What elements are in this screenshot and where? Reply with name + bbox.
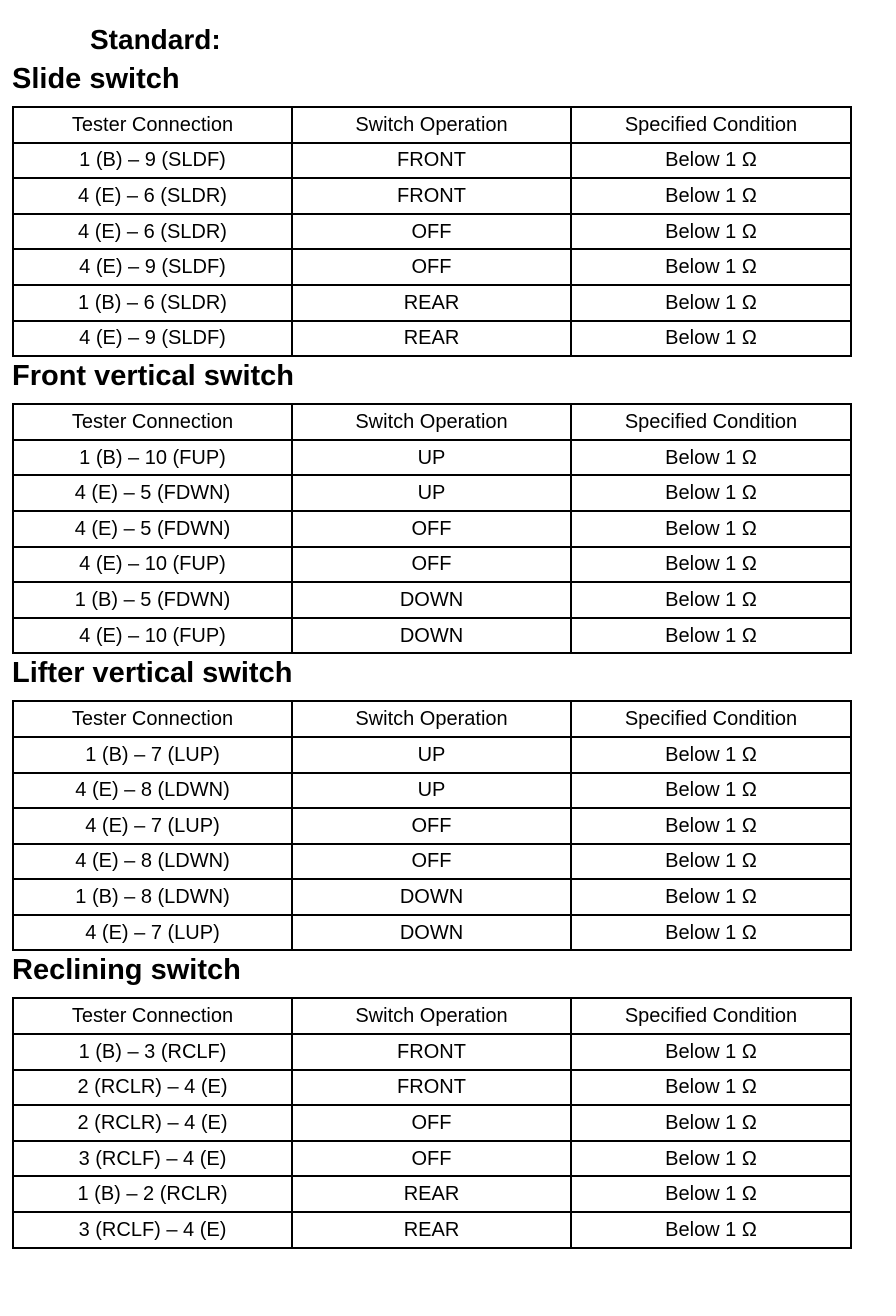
table-header-row [13,998,851,1034]
tester-connection-cell: 1 (B) – 6 (SLDR) [13,285,292,321]
tester-connection-cell: 1 (B) – 8 (LDWN) [13,879,292,915]
table-row [13,547,851,583]
switch-operation-cell: OFF [292,214,571,250]
table-row [13,582,851,618]
switch-operation-cell: REAR [292,1212,571,1248]
specified-condition-cell: Below 1 Ω [571,1105,851,1141]
header-tester-connection: Tester Connection [13,998,292,1034]
table-row [13,1034,851,1070]
specified-condition-cell: Below 1 Ω [571,285,851,321]
tester-connection-cell: 4 (E) – 6 (SLDR) [13,214,292,250]
switch-operation-cell: DOWN [292,618,571,654]
tester-connection-cell: 2 (RCLR) – 4 (E) [13,1105,292,1141]
table-row [13,808,851,844]
sections-container [12,63,850,1249]
switch-operation-cell: DOWN [292,915,571,951]
tester-connection-cell: 1 (B) – 3 (RCLF) [13,1034,292,1070]
header-specified-condition: Specified Condition [571,107,851,143]
specified-condition-cell: Below 1 Ω [571,214,851,250]
switch-operation-cell: OFF [292,1105,571,1141]
table-row [13,249,851,285]
tester-connection-cell: 1 (B) – 10 (FUP) [13,440,292,476]
table-row [13,178,851,214]
switch-operation-cell: OFF [292,1141,571,1177]
switch-operation-cell: DOWN [292,582,571,618]
table-row [13,1141,851,1177]
switch-operation-cell: OFF [292,511,571,547]
switch-operation-cell: REAR [292,285,571,321]
header-specified-condition: Specified Condition [571,404,851,440]
header-tester-connection: Tester Connection [13,107,292,143]
tester-connection-cell: 4 (E) – 7 (LUP) [13,808,292,844]
reclining-switch-table [12,997,852,1248]
tester-connection-cell: 4 (E) – 5 (FDWN) [13,511,292,547]
tester-connection-cell: 4 (E) – 8 (LDWN) [13,773,292,809]
specified-condition-cell: Below 1 Ω [571,773,851,809]
tester-connection-cell: 4 (E) – 5 (FDWN) [13,475,292,511]
tester-connection-cell: 1 (B) – 9 (SLDF) [13,143,292,179]
switch-operation-cell: FRONT [292,178,571,214]
switch-operation-cell: UP [292,737,571,773]
specified-condition-cell: Below 1 Ω [571,915,851,951]
tester-connection-cell: 4 (E) – 10 (FUP) [13,618,292,654]
tester-connection-cell: 1 (B) – 7 (LUP) [13,737,292,773]
specified-condition-cell: Below 1 Ω [571,1141,851,1177]
document-page [12,0,850,1249]
specified-condition-cell: Below 1 Ω [571,440,851,476]
tester-connection-cell: 3 (RCLF) – 4 (E) [13,1141,292,1177]
table-row [13,511,851,547]
specified-condition-cell: Below 1 Ω [571,547,851,583]
table-row [13,143,851,179]
table-header-row [13,404,851,440]
tester-connection-cell: 1 (B) – 2 (RCLR) [13,1176,292,1212]
standard-heading: Standard: [90,24,221,55]
header-switch-operation: Switch Operation [292,701,571,737]
switch-operation-cell: REAR [292,1176,571,1212]
front-vertical-switch-table [12,403,852,654]
switch-operation-cell: UP [292,440,571,476]
table-row [13,1070,851,1106]
switch-operation-cell: FRONT [292,1034,571,1070]
switch-operation-cell: UP [292,773,571,809]
specified-condition-cell: Below 1 Ω [571,737,851,773]
specified-condition-cell: Below 1 Ω [571,1176,851,1212]
specified-condition-cell: Below 1 Ω [571,582,851,618]
tester-connection-cell: 1 (B) – 5 (FDWN) [13,582,292,618]
table-row [13,1176,851,1212]
table-row [13,773,851,809]
specified-condition-cell: Below 1 Ω [571,618,851,654]
header-specified-condition: Specified Condition [571,701,851,737]
switch-operation-cell: FRONT [292,143,571,179]
tester-connection-cell: 2 (RCLR) – 4 (E) [13,1070,292,1106]
switch-operation-cell: OFF [292,249,571,285]
specified-condition-cell: Below 1 Ω [571,511,851,547]
specified-condition-cell: Below 1 Ω [571,1070,851,1106]
table-row [13,440,851,476]
specified-condition-cell: Below 1 Ω [571,1034,851,1070]
front-vertical-switch-title: Front vertical switch [12,360,295,393]
tester-connection-cell: 4 (E) – 10 (FUP) [13,547,292,583]
specified-condition-cell: Below 1 Ω [571,178,851,214]
table-row [13,915,851,951]
header-switch-operation: Switch Operation [292,107,571,143]
header-tester-connection: Tester Connection [13,701,292,737]
switch-operation-cell: DOWN [292,879,571,915]
reclining-switch-title: Reclining switch [12,954,241,987]
specified-condition-cell: Below 1 Ω [571,808,851,844]
tester-connection-cell: 3 (RCLF) – 4 (E) [13,1212,292,1248]
specified-condition-cell: Below 1 Ω [571,249,851,285]
table-header-row [13,107,851,143]
switch-operation-cell: REAR [292,321,571,357]
table-row [13,844,851,880]
tester-connection-cell: 4 (E) – 7 (LUP) [13,915,292,951]
tester-connection-cell: 4 (E) – 6 (SLDR) [13,178,292,214]
tester-connection-cell: 4 (E) – 9 (SLDF) [13,321,292,357]
header-switch-operation: Switch Operation [292,998,571,1034]
table-row [13,618,851,654]
tester-connection-cell: 4 (E) – 8 (LDWN) [13,844,292,880]
table-row [13,321,851,357]
table-header-row [13,701,851,737]
table-row [13,285,851,321]
table-row [13,879,851,915]
header-specified-condition: Specified Condition [571,998,851,1034]
specified-condition-cell: Below 1 Ω [571,143,851,179]
switch-operation-cell: OFF [292,844,571,880]
tester-connection-cell: 4 (E) – 9 (SLDF) [13,249,292,285]
specified-condition-cell: Below 1 Ω [571,1212,851,1248]
switch-operation-cell: OFF [292,808,571,844]
slide-switch-title: Slide switch [12,63,180,95]
header-tester-connection: Tester Connection [13,404,292,440]
switch-operation-cell: FRONT [292,1070,571,1106]
specified-condition-cell: Below 1 Ω [571,844,851,880]
table-row [13,475,851,511]
table-row [13,1105,851,1141]
table-row [13,1212,851,1248]
header-switch-operation: Switch Operation [292,404,571,440]
table-row [13,737,851,773]
lifter-vertical-switch-title: Lifter vertical switch [12,657,293,690]
specified-condition-cell: Below 1 Ω [571,475,851,511]
table-row [13,214,851,250]
specified-condition-cell: Below 1 Ω [571,879,851,915]
switch-operation-cell: OFF [292,547,571,583]
slide-switch-table [12,106,852,357]
lifter-vertical-switch-table [12,700,852,951]
switch-operation-cell: UP [292,475,571,511]
specified-condition-cell: Below 1 Ω [571,321,851,357]
